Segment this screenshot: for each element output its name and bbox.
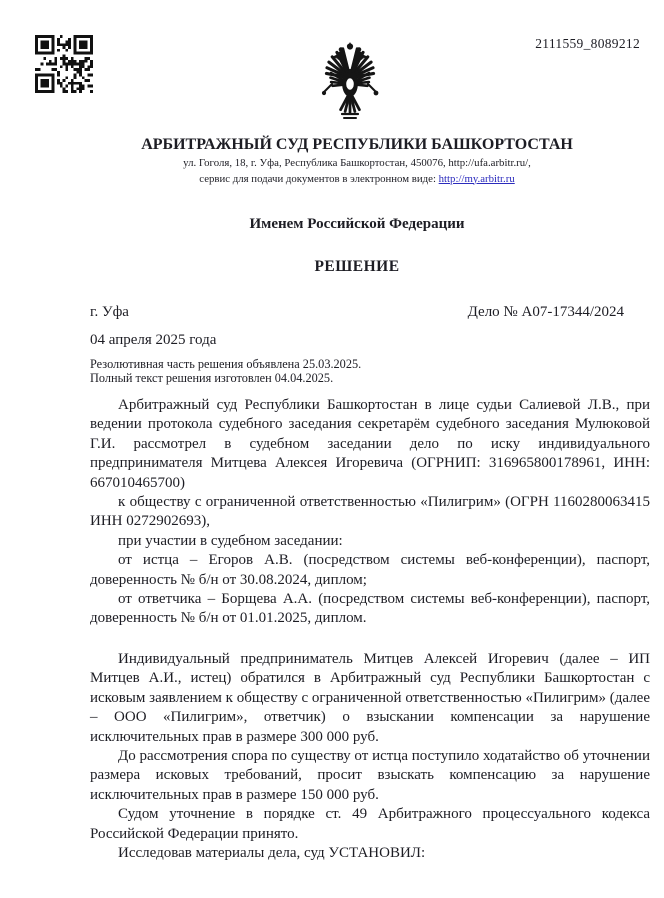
paragraph-claim: Индивидуальный предприниматель Митцев Алексей Игоревич (далее – ИП Митцев А.И., истец) обратился в Арбитражный суд Республики Башкортостан с исковым заявлением к обществу с ограниченной ответственностью «Пилигрим» (далее – ООО «Пилигрим», ответчик) о взыскании компенсации за нарушение исключительных прав в размере 300 000 руб. xyxy=(90,650,650,745)
eservice-line xyxy=(90,173,624,187)
decision-date: 04 апреля 2025 года xyxy=(90,332,217,348)
city-label: г. Уфа xyxy=(90,304,129,320)
paragraph-claim-amendment: До рассмотрения спора по существу от истца поступило ходатайство об уточнении размера исковых требований, просит взыскать компенсацию за нарушение исключительных прав в размере 150 000 руб. xyxy=(90,747,650,803)
full-text-line: Полный текст решения изготовлен 04.04.2025. xyxy=(90,371,334,386)
case-header-row xyxy=(90,304,624,321)
my-arbitr-link[interactable]: http://my.arbitr.ru xyxy=(438,172,515,185)
resolution-dates xyxy=(90,357,624,385)
paragraph-court-composition: Арбитражный суд Республики Башкортостан в лице судьи Салиевой Л.В., при ведении протокола судебного заседания секретарём судебного заседания Мулюковой Г.И. рассмотрел в судебном заседании дело по иску индивидуального предпринимателя Митцева Алексея Игоревича (ОГРНИП: 316965800178961, ИНН: 667010465700) xyxy=(90,397,650,491)
operative-part-line: Резолютивная часть решения объявлена 25.03.2025. xyxy=(90,357,362,371)
paragraph-participants-heading: при участии в судебном заседании: xyxy=(118,532,343,549)
decision-heading: РЕШЕНИЕ xyxy=(314,258,400,275)
court-address: ул. Гоголя, 18, г. Уфа, Республика Башкортостан, 450076, http://ufa.arbitr.ru/, xyxy=(183,157,531,169)
paragraph-defendant-representative: от ответчика – Борщева А.А. (посредством системы веб-конференции), паспорт, доверенность № б/н от 01.01.2025, диплом. xyxy=(90,591,650,627)
paragraph-established: Исследовав материалы дела, суд УСТАНОВИЛ: xyxy=(118,844,426,861)
case-number: Дело № А07-17344/2024 xyxy=(467,304,624,320)
document-number: 2111559_8089212 xyxy=(535,36,640,51)
paragraph-defendant: к обществу с ограниченной ответственностью «Пилигрим» (ОГРН 1160280063415 ИНН 0272902693), xyxy=(90,494,650,530)
paragraph-plaintiff-representative: от истца – Егоров А.В. (посредством системы веб-конференции), паспорт, доверенность № б/н от 30.08.2024, диплом; xyxy=(90,552,650,588)
court-name: АРБИТРАЖНЫЙ СУД РЕСПУБЛИКИ БАШКОРТОСТАН xyxy=(141,136,573,153)
in-the-name-heading: Именем Российской Федерации xyxy=(249,216,465,232)
eservice-prefix: сервис для подачи документов в электронном виде: xyxy=(199,172,439,185)
paragraph-amendment-accepted: Судом уточнение в порядке ст. 49 Арбитражного процессуального кодекса Российской Федерации принято. xyxy=(90,806,650,842)
qr-code-icon xyxy=(35,33,93,95)
decision-body xyxy=(90,396,650,863)
court-header xyxy=(90,135,624,186)
coat-of-arms-russia-icon xyxy=(312,42,388,122)
